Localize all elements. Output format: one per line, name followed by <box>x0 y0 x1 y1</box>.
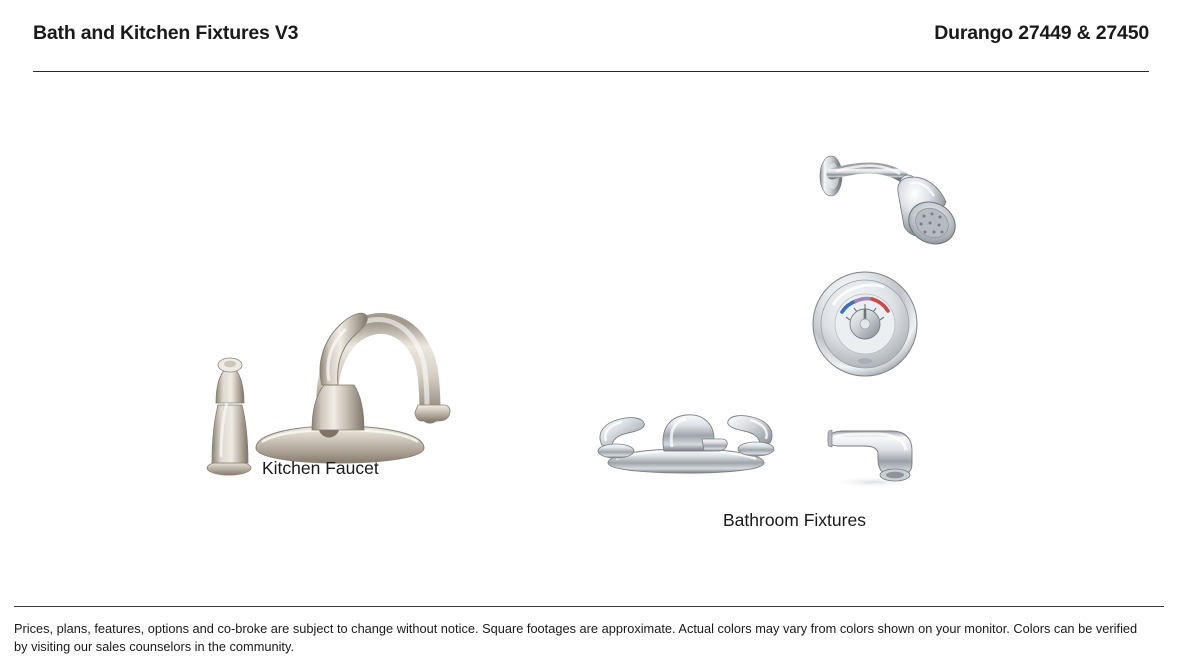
showerhead-image <box>812 140 987 260</box>
plan-code: Durango 27449 & 27450 <box>934 22 1149 44</box>
page-footer <box>14 606 1164 655</box>
fixtures-stage <box>0 80 1182 580</box>
shower-valve-trim-image <box>806 265 924 383</box>
kitchen-faucet-image <box>196 235 481 485</box>
page-title: Bath and Kitchen Fixtures V3 <box>33 22 299 44</box>
disclaimer-text: Prices, plans, features, options and co-broke are subject to change without notice. Square footages are approximate. Actual colors may vary from colors shown on your monitor. Colors can be verified by visiting our sales counselors in the community. <box>14 621 1138 654</box>
page-header <box>33 24 1149 72</box>
bathroom-fixtures-caption: Bathroom Fixtures <box>723 510 866 530</box>
tub-spout-image <box>818 420 924 490</box>
kitchen-faucet-caption: Kitchen Faucet <box>262 458 379 478</box>
lavatory-faucet-image <box>586 385 786 480</box>
